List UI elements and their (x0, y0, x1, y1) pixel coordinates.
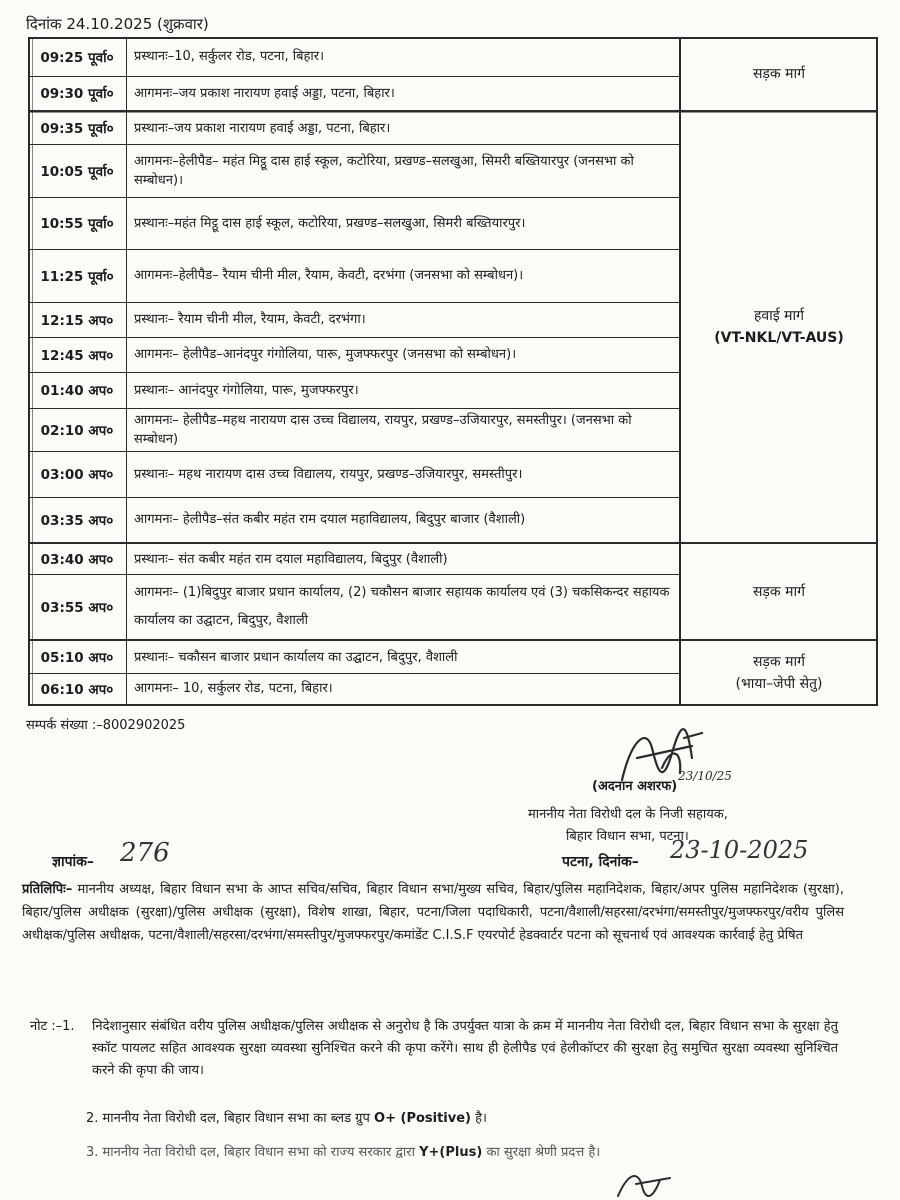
row-description: प्रस्थानः– रैयाम चीनी मील, रैयाम, केवटी, दरभंगा। (134, 312, 366, 327)
row-time: 01:40 अप० (40, 383, 114, 399)
row-description: प्रस्थानः– संत कबीर महंत राम दयाल महाविद्यालय, बिदुपुर (वैशाली) (134, 551, 448, 567)
row-time: 10:55 पूर्वा० (40, 216, 114, 232)
row-time: 03:40 अप० (40, 552, 114, 568)
row-time: 11:25 पूर्वा० (40, 268, 114, 285)
signatory-designation: माननीय नेता विरोधी दल के निजी सहायक, (528, 807, 728, 822)
signatory-office: बिहार विधान सभा, पटना। (566, 829, 689, 844)
row-time: 09:35 पूर्वा० (40, 121, 114, 137)
row-time: 05:10 अप० (40, 650, 114, 666)
row-time: 03:00 अप० (40, 467, 114, 483)
row-time: 03:55 अप० (40, 599, 114, 616)
route-road-2: सड़क मार्ग (752, 583, 806, 600)
document-date: दिनांक 24.10.2025 (शुक्रवार) (26, 15, 209, 33)
row-description: प्रस्थानः–जय प्रकाश नारायण हवाई अड्डा, पटना, बिहार। (134, 120, 391, 136)
row-description: प्रस्थानः– महथ नारायण दास उच्च विद्यालय, रायपुर, प्रखण्ड–उजियारपुर, समस्तीपुर। (134, 466, 523, 482)
note-item-3: 3. माननीय नेता विरोधी दल, बिहार विधान सभा को राज्य सरकार द्वारा Y+(Plus) का सुरक्षा श्रेणी प्रदत्त है। (86, 1145, 601, 1160)
row-description: आगमनः– हेलीपैड–आनंदपुर गंगोलिया, पारू, मुजफ्फरपुर (जनसभा को सम्बोधन)। (134, 347, 517, 362)
copy-to-text: माननीय अध्यक्ष, बिहार विधान सभा के आप्त सचिव/सचिव, बिहार विधान सभा/मुख्य सचिव, बिहार/पुलिस महानिदेशक, बिहार/अपर पुलिस महानिदेशक (सुरक्षा), बिहार/पुलिस अधीक्षक (सुरक्षा)/पुलिस अधीक्षक (सुरक्षा), विशेष शाखा, बिहार, पटना/जिला पदाधिकारी, पटना/वैशाली/सहरसा/दरभंगा/समस्तीपुर/मुजफ्फरपुर/वरीय पुलिस अधीक्षक/पुलिस अधीक्षक, पटना/वैशाली/सहरसा/दरभंगा/समस्तीपुर/मुजफ्फरपुर/कमांडेंट C.I.S.F एयरपोर्ट हेडक्वार्टर पटना को सूचनार्थ एवं आवश्यक कार्रवाई हेतु प्रेषित (22, 882, 844, 943)
row-time: 12:45 अप० (40, 347, 114, 364)
row-description: प्रस्थानः–10, सर्कुलर रोड, पटना, बिहार। (134, 49, 325, 64)
row-description: प्रस्थानः–महंत मिट्ठू दास हाई स्कूल, कटोरिया, प्रखण्ड–सलखुआ, सिमरी बख्तियारपुर। (134, 215, 526, 231)
row-description: आगमनः– हेलीपैड–संत कबीर महंत राम दयाल महाविद्यालय, बिदुपुर बाजार (वैशाली) (134, 512, 526, 527)
row-description: आगमनः–हेलीपैड– महंत मिट्ठू दास हाई स्कूल, कटोरिया, प्रखण्ड–सलखुआ, सिमरी बख्तियारपुर (जनसभा को सम्बोधन)। (134, 153, 634, 188)
row-time: 09:25 पूर्वा० (40, 49, 114, 66)
memo-label: ज्ञापांक– (52, 854, 94, 870)
copy-to-label: प्रतिलिपिः– (22, 882, 73, 897)
memo-date: 23-10-2025 (670, 836, 809, 864)
row-description: आगमनः– हेलीपैड–महथ नारायण दास उच्च विद्यालय, रायपुर, प्रखण्ड–उजियारपुर, समस्तीपुर। (जनसभा को सम्बोधन) (134, 412, 632, 447)
route-road-3: सड़क मार्ग (भाया–जेपी सेतु) (735, 653, 823, 692)
row-time: 10:05 पूर्वा० (40, 163, 114, 180)
copy-to (22, 878, 844, 947)
row-time: 12:15 अप० (40, 312, 114, 329)
schedule-table (28, 37, 878, 706)
note-item-1: निदेशानुसार संबंधित वरीय पुलिस अधीक्षक/पुलिस अधीक्षक से अनुरोध है कि उपर्युक्त यात्रा के क्रम में माननीय नेता विरोधी दल, बिहार विधान सभा के सुरक्षा हेतु स्कॉट पायलट सहित आवश्यक सुरक्षा व्यवस्था सुनिश्चित करने की कृपा करेंगे। साथ ही हेलीपैड एवं हेलीकॉप्टर की सुरक्षा हेतु समुचित सुरक्षा व्यवस्था सुनिश्चित करने की कृपा की जाय। (92, 1019, 838, 1078)
row-time: 02:10 अप० (40, 422, 114, 439)
svg-text:23/10/25: 23/10/25 (678, 769, 732, 783)
note-item-2: 2. माननीय नेता विरोधी दल, बिहार विधान सभा का ब्लड ग्रुप O+ (Positive) है। (86, 1111, 487, 1126)
row-description: आगमनः– 10, सर्कुलर रोड, पटना, बिहार। (134, 681, 333, 696)
contact-number: सम्पर्क संख्या :–8002902025 (26, 718, 186, 733)
memo-number: 276 (120, 838, 170, 868)
route-road-1: सड़क मार्ग (752, 65, 806, 82)
row-description: प्रस्थानः– चकौसन बाजार प्रधान कार्यालय का उद्घाटन, बिदुपुर, वैशाली (134, 649, 458, 665)
route-air: हवाई मार्ग (VT-NKL/VT-AUS) (714, 308, 844, 346)
row-time: 06:10 अप० (40, 681, 114, 698)
bottom-signature-image (608, 1168, 688, 1200)
note-label: नोट :–1. (30, 1019, 75, 1034)
row-time: 03:35 अप० (40, 512, 114, 529)
row-description: आगमनः– (1)बिदुपुर बाजार प्रधान कार्यालय, (2) चकौसन बाजार सहायक कार्यालय एवं (3) चकसिकन्दर सहायक कार्यालय का उद्घाटन, बिदुपुर, वैशाली (134, 584, 670, 628)
row-description: प्रस्थानः– आनंदपुर गंगोलिया, पारू, मुजफ्फरपुर। (134, 382, 359, 398)
row-time: 09:30 पूर्वा० (40, 86, 114, 102)
row-description: आगमनः–हेलीपैड– रैयाम चीनी मील, रैयाम, केवटी, दरभंगा (जनसभा को सम्बोधन)। (134, 268, 524, 283)
row-description: आगमनः–जय प्रकाश नारायण हवाई अड्डा, पटना, बिहार। (134, 85, 395, 101)
signatory-name: (अदनान अशरफ) (592, 779, 678, 794)
place-date-label: पटना, दिनांक– (562, 854, 639, 870)
